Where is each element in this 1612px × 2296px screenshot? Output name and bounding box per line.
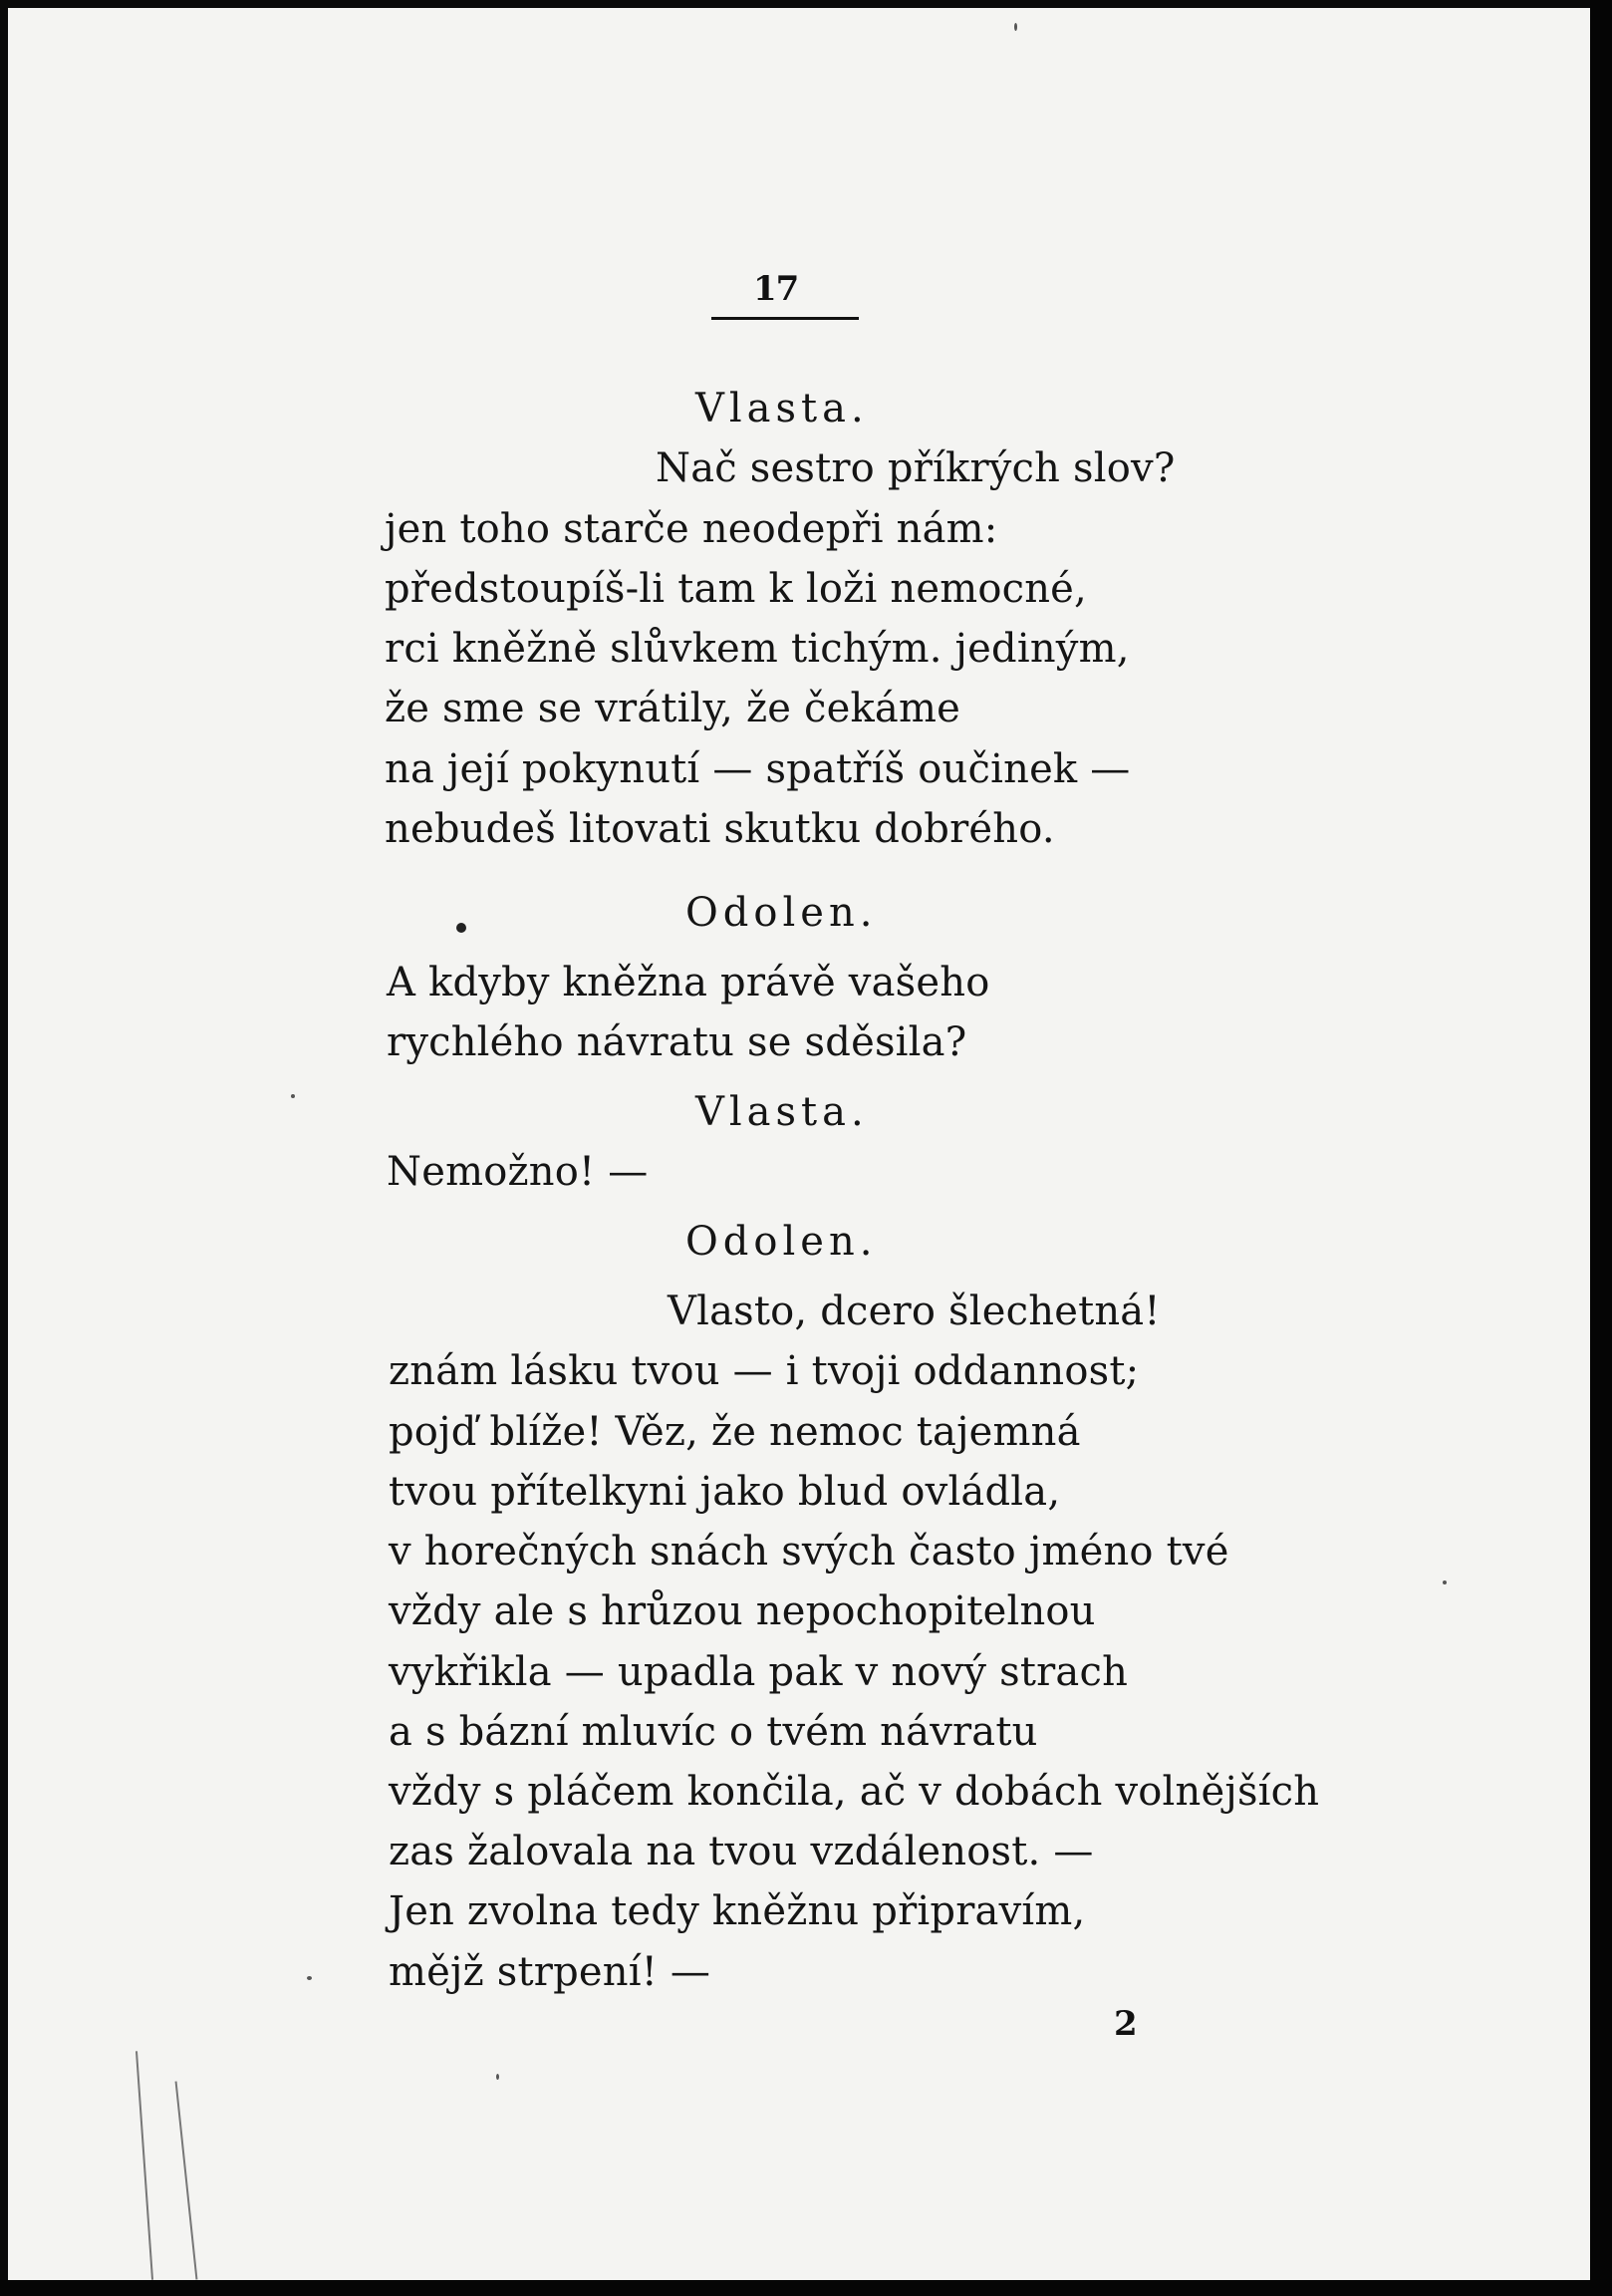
verse-line: že sme se vrátily, že čekáme xyxy=(385,686,960,731)
verse-line: předstoupíš-li tam k loži nemocné, xyxy=(385,566,1087,612)
ink-speck xyxy=(1443,1580,1447,1584)
verse-line: Nemožno! — xyxy=(387,1149,649,1195)
page-number: 17 xyxy=(753,269,799,309)
verse-line: v horečných snách svých často jméno tvé xyxy=(389,1529,1229,1575)
header-rule xyxy=(711,317,859,320)
scan-scratch xyxy=(175,2081,198,2279)
ink-speck xyxy=(1014,23,1017,31)
ink-speck xyxy=(307,1976,312,1980)
speaker-heading: Vlasta. xyxy=(695,1089,869,1135)
verse-line: rychlého návratu se sděsila? xyxy=(387,1019,967,1065)
verse-line: vykřikla — upadla pak v nový strach xyxy=(389,1649,1129,1695)
verse-line: pojď blíže! Věz, že nemoc tajemná xyxy=(389,1409,1081,1455)
book-page xyxy=(8,8,1592,2282)
scan-scratch xyxy=(135,2051,153,2280)
verse-line: A kdyby kněžna právě vašeho xyxy=(387,960,990,1005)
verse-line: vždy ale s hrůzou nepochopitelnou xyxy=(389,1588,1096,1634)
scan-border-right xyxy=(1590,0,1612,2296)
verse-line: znám lásku tvou — i tvoji oddannost; xyxy=(389,1348,1140,1394)
speaker-heading: Odolen. xyxy=(685,890,878,936)
verse-line: rci kněžně slůvkem tichým. jediným, xyxy=(385,626,1130,672)
verse-line: jen toho starče neodepři nám: xyxy=(385,506,998,552)
ink-speck xyxy=(456,923,466,933)
verse-line: tvou přítelkyni jako blud ovládla, xyxy=(389,1469,1061,1515)
verse-line: na její pokynutí — spatříš oučinek — xyxy=(385,746,1131,792)
verse-line: nebudeš litovati skutku dobrého. xyxy=(385,806,1055,852)
verse-line: Nač sestro příkrých slov? xyxy=(656,445,1176,491)
ink-speck xyxy=(496,2074,499,2080)
speaker-heading: Vlasta. xyxy=(695,386,869,431)
verse-line: vždy s pláčem končila, ač v dobách volnějších xyxy=(389,1769,1320,1815)
scan-border-bottom xyxy=(0,2280,1612,2296)
speaker-heading: Odolen. xyxy=(685,1219,878,1265)
verse-line: Jen zvolna tedy kněžnu připravím, xyxy=(389,1888,1086,1934)
verse-line: zas žalovala na tvou vzdálenost. — xyxy=(389,1829,1094,1874)
verse-line: Vlasto, dcero šlechetná! xyxy=(668,1289,1161,1334)
verse-line: mějž strpení! — xyxy=(389,1949,711,1995)
signature-mark: 2 xyxy=(1114,2004,1138,2044)
ink-speck xyxy=(291,1094,295,1098)
verse-line: a s bázní mluvíc o tvém návratu xyxy=(389,1709,1038,1755)
